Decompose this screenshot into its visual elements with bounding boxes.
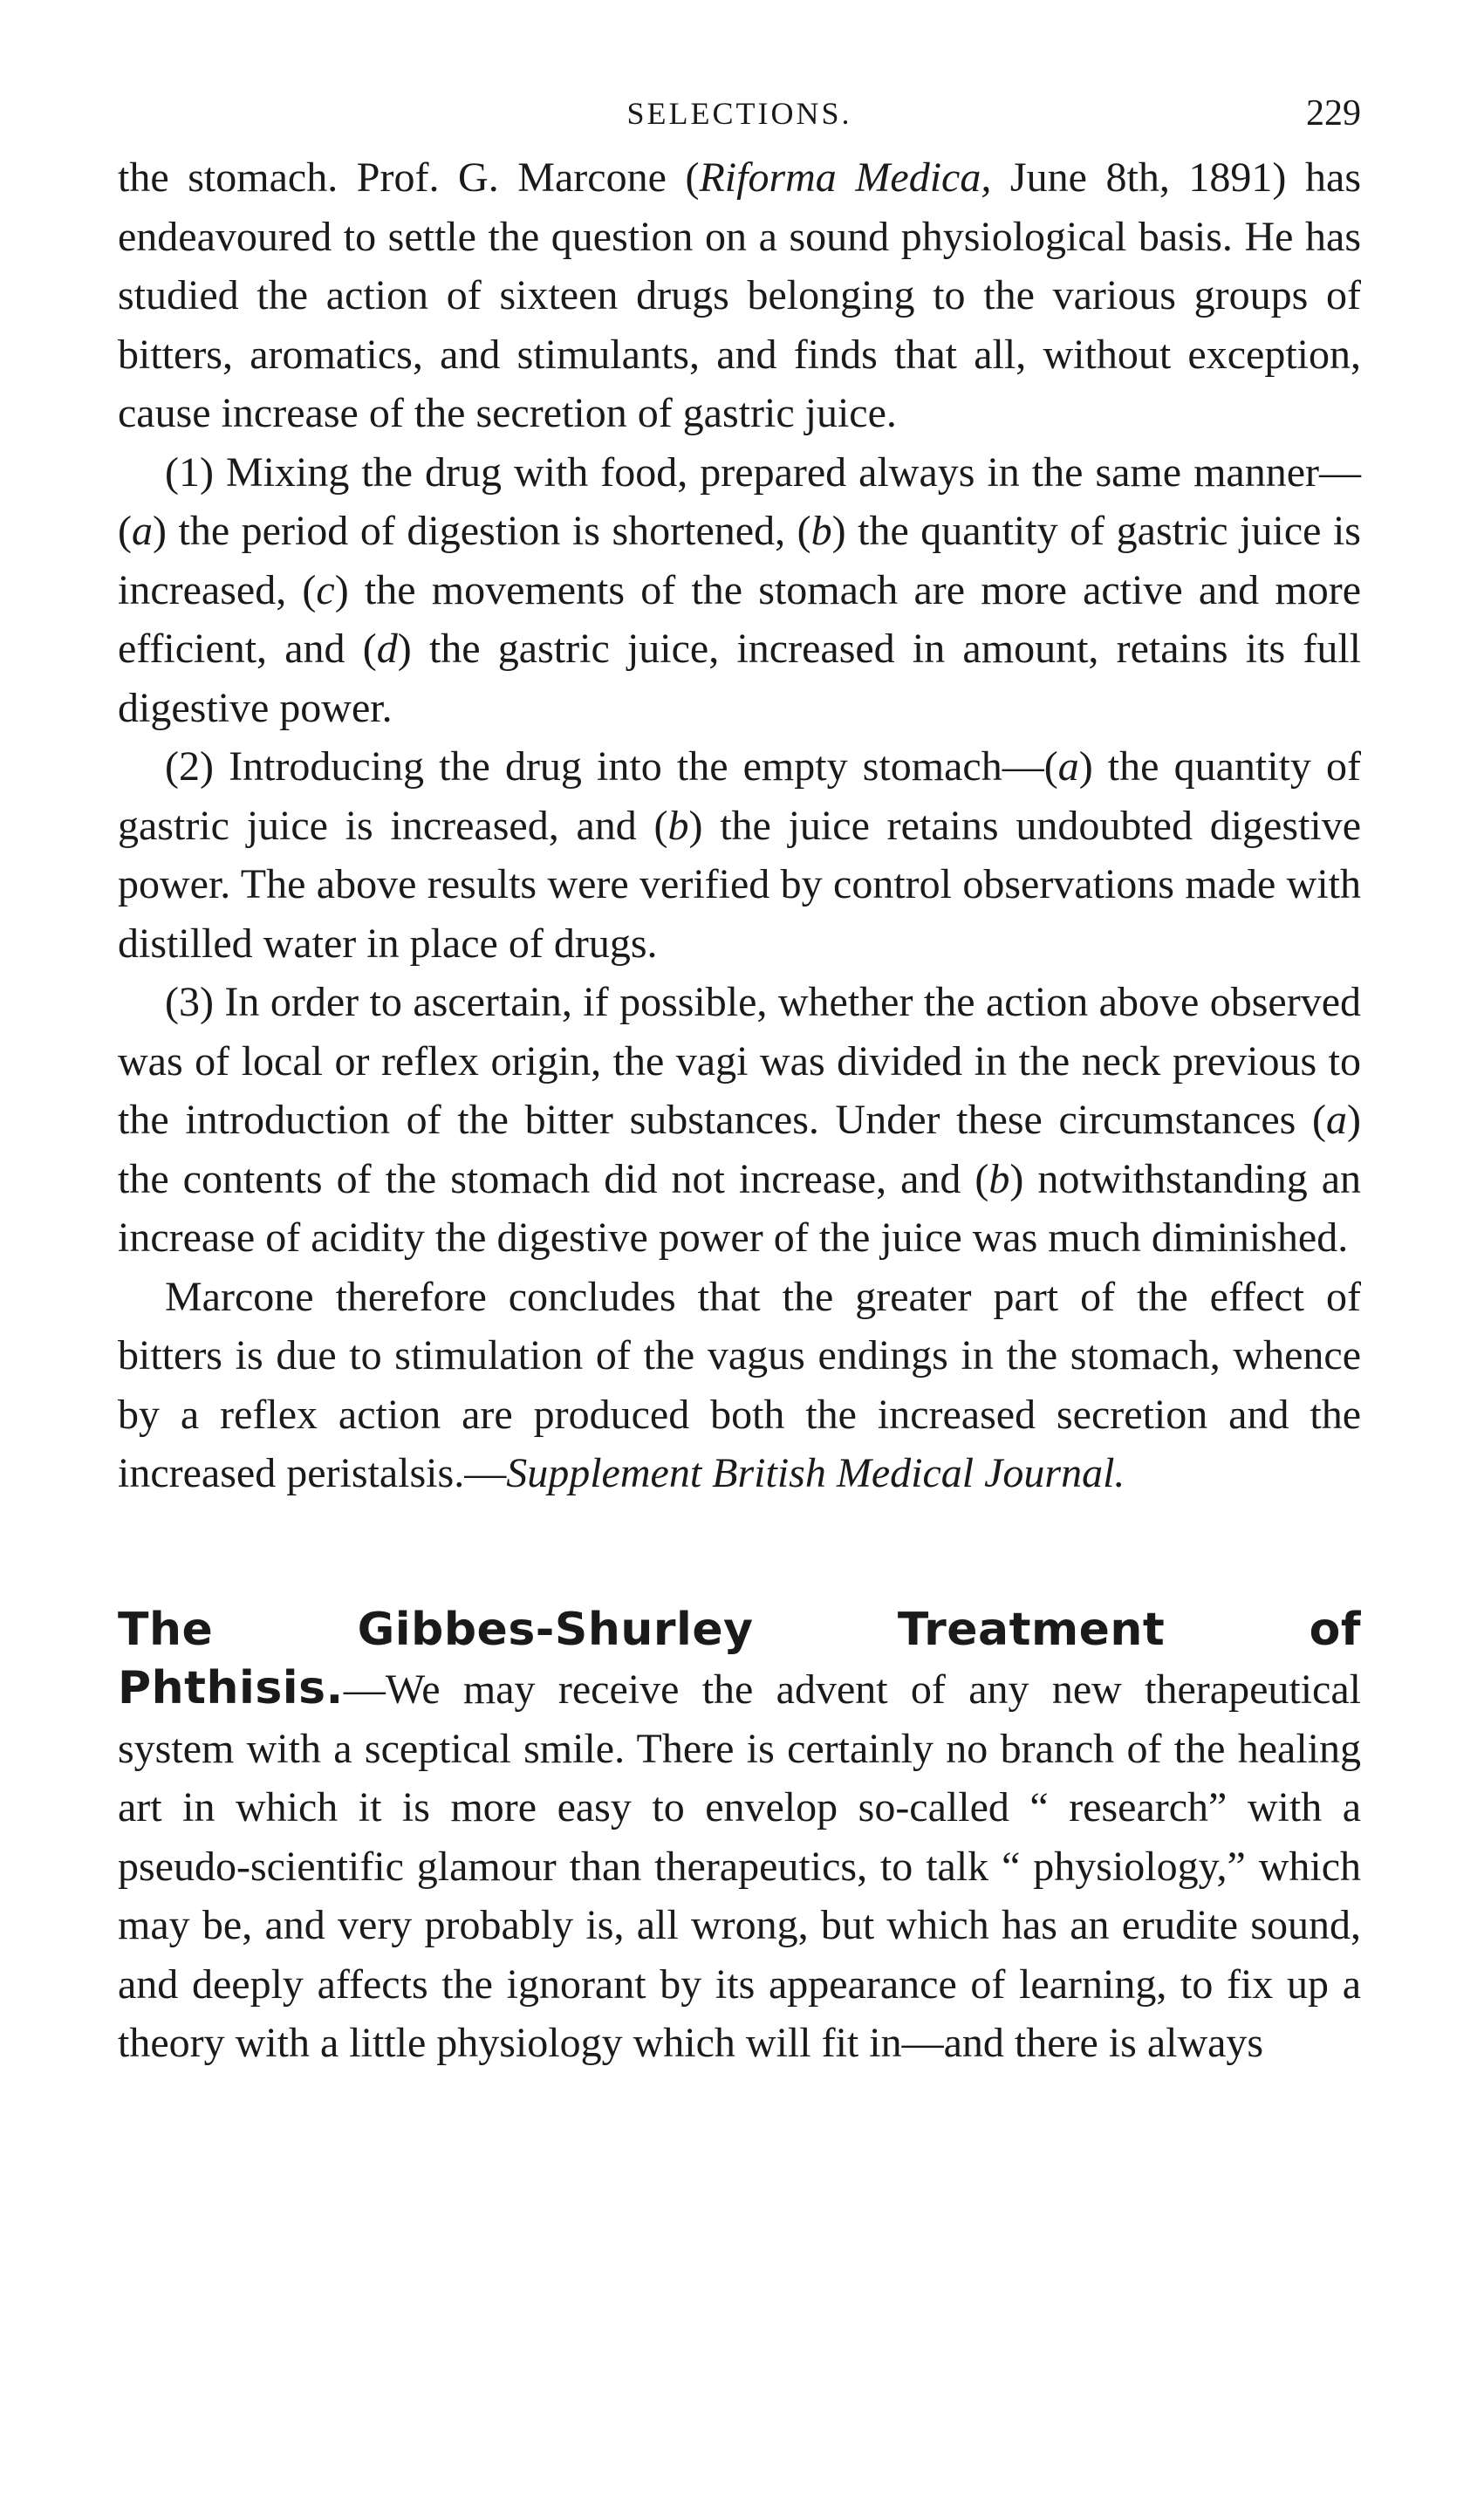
text-run: ) the quantity of gastric juice is increased, ( <box>118 508 1361 613</box>
text-run: ) the gastric juice, increased in amount, retains its full digestive power. <box>118 626 1362 731</box>
text-run: ) the movements of the stomach are more active and more efficient, and ( <box>118 566 1361 672</box>
enumerator: a <box>131 508 153 554</box>
article-marcone <box>118 148 1361 1503</box>
article-separator <box>118 1503 1361 1601</box>
heading-word: Treatment <box>897 1603 1166 1656</box>
enumerator: b <box>810 508 832 554</box>
heading-word: Phthisis. <box>118 1662 344 1714</box>
source-citation: Supplement British Medical Journal. <box>506 1450 1125 1496</box>
paragraph-finding-2 <box>118 737 1361 973</box>
text-run: ) the juice retains undoubted digestive power. The above results were verified by control observations made with distilled water in place of drugs. <box>118 802 1362 967</box>
text-run: —We may receive the advent of any new therapeutical system with a sceptical smile. There is certainly no branch of the healing art in which it is more easy to envelop so-called “ research” with a pseudo-scientific glamour than therapeutics, to talk “ physiology,” which may be, and very probably is, all wrong, but which has an erudite sound, and deeply affects the ignorant by its appearance of learning, to fix up a theory with a little physiology which will fit in—and there is always <box>118 1666 1361 2066</box>
article-gibbes-shurley <box>118 1601 1361 2073</box>
paragraph-intro <box>118 148 1361 443</box>
page-number: 229 <box>1306 93 1361 133</box>
enumerator: c <box>316 566 335 613</box>
paragraph-finding-3 <box>118 973 1361 1268</box>
text-run: ) the contents of the stomach did not increase, and ( <box>118 1097 1361 1202</box>
enumerator: b <box>667 802 689 849</box>
heading-word: The <box>118 1603 214 1656</box>
text-run: Marcone therefore concludes that the greater part of the effect of bitters is due to stimulation of the vagus endings in the stomach, whence by a reflex action are produced both the increased secretion and the increased peristalsis.— <box>118 1273 1361 1496</box>
text-run: (1) Mixing the drug with food, prepared always in the same manner—( <box>118 448 1361 554</box>
article-heading <box>118 1601 1361 1660</box>
text-run: (2) Introducing the drug into the empty stomach—( <box>165 743 1058 790</box>
heading-word: of <box>1309 1603 1361 1656</box>
text-run: ) the quantity of gastric juice is increased, and ( <box>118 743 1361 849</box>
text-run: ) the period of digestion is shortened, ( <box>152 508 811 554</box>
enumerator: a <box>1326 1097 1348 1143</box>
enumerator: d <box>376 626 398 672</box>
text-run: June 8th, 1891) has endeavoured to settle the question on a sound physiological basis. He has studied the action of sixteen drugs belonging to the various groups of bitters, aromatics, and stimulants, and finds that all, without exception, cause increase of the secretion of gastric juice. <box>118 154 1361 436</box>
running-title: SELECTIONS. <box>626 96 852 131</box>
paragraph-finding-1 <box>118 443 1361 738</box>
text-run: the stomach. Prof. G. Marcone ( <box>118 154 700 201</box>
enumerator: b <box>988 1155 1010 1202</box>
page <box>118 87 1361 2073</box>
paragraph-treatment <box>118 1659 1361 2073</box>
paragraph-conclusion <box>118 1268 1361 1503</box>
text-run: ) notwithstanding an increase of acidity the digestive power of the juice was much diminished. <box>118 1155 1361 1261</box>
running-head <box>118 87 1361 148</box>
enumerator: a <box>1057 743 1079 790</box>
journal-title: Riforma Medica, <box>699 154 992 201</box>
heading-word: Gibbes-Shurley <box>357 1603 754 1656</box>
text-run: (3) In order to ascertain, if possible, whether the action above observed was of local or reflex origin, the vagi was divided in the neck previous to the introduction of the bitter substances. Under these circumstances ( <box>118 979 1361 1143</box>
